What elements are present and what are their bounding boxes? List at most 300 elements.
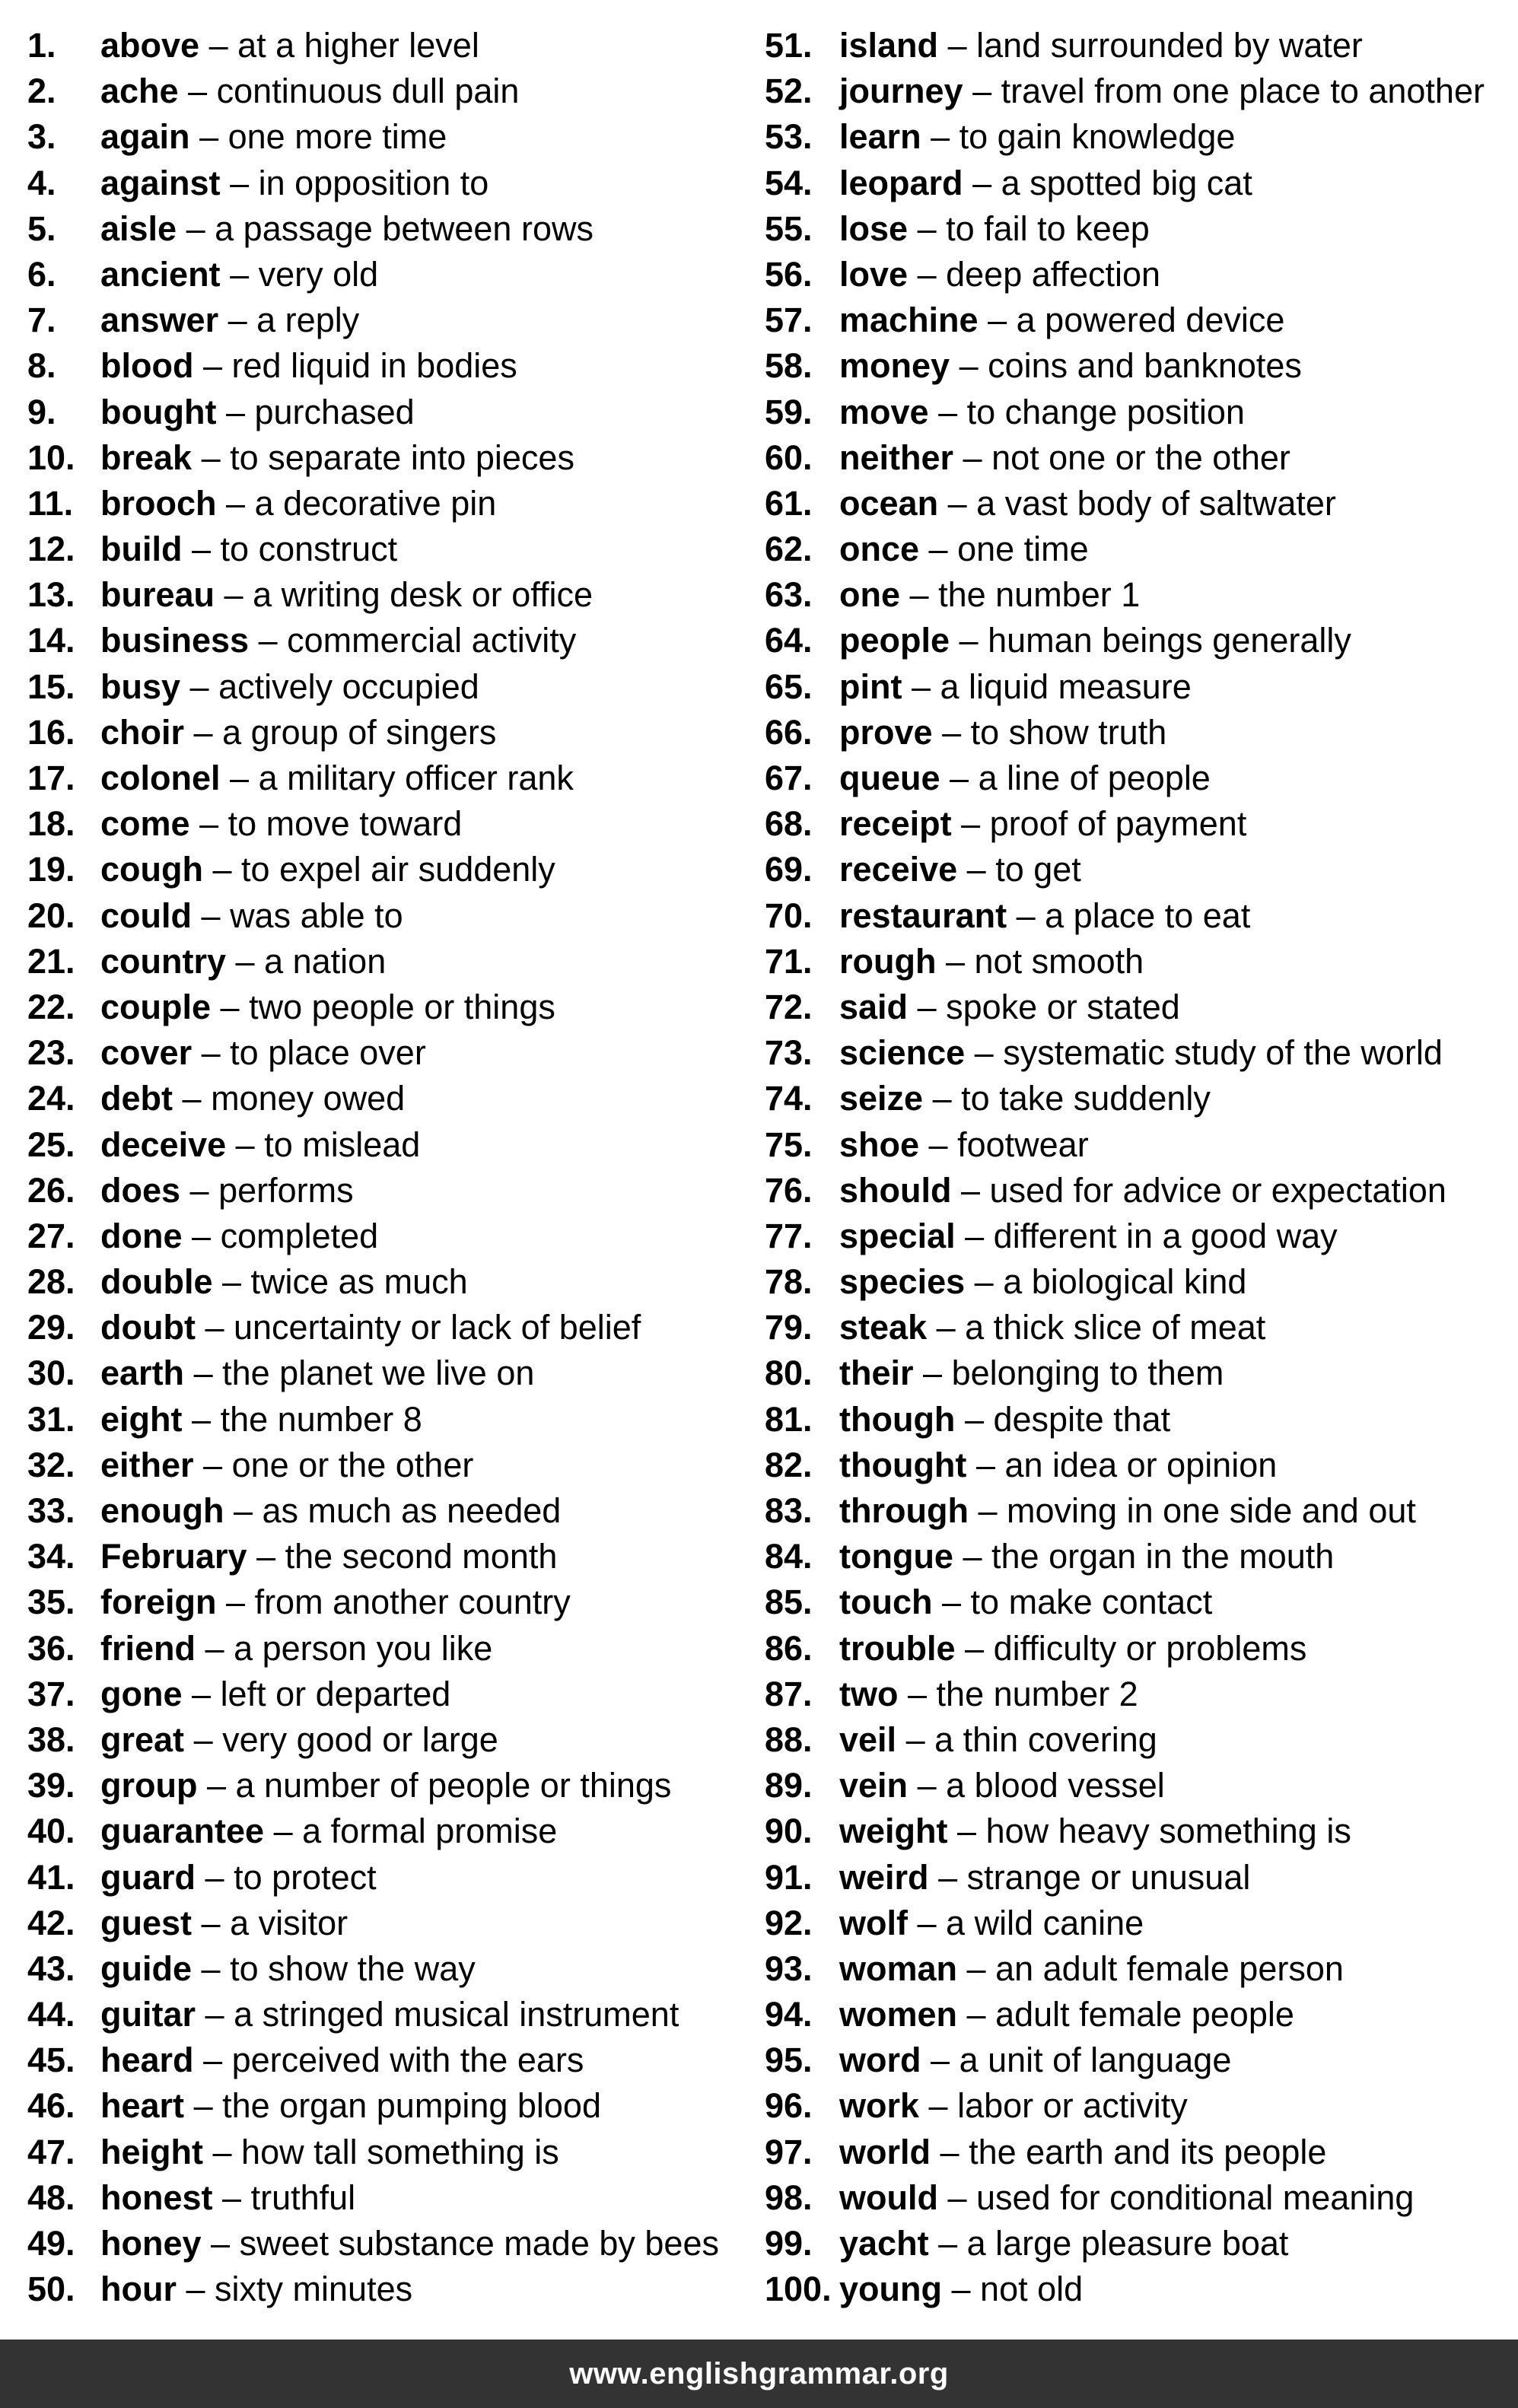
item-number: 73. <box>765 1033 813 1073</box>
item-separator: – <box>909 575 929 615</box>
item-number: 32. <box>27 1445 75 1484</box>
item-number: 98. <box>765 2177 813 2217</box>
item-definition: the number 1 <box>938 575 1141 615</box>
item-separator: – <box>905 1719 925 1759</box>
item-number: 66. <box>765 712 813 752</box>
item-word: world <box>839 2132 931 2171</box>
item-number: 28. <box>27 1262 75 1302</box>
item-number: 56. <box>765 254 813 294</box>
item-separator: – <box>199 117 219 157</box>
item-separator: – <box>947 2177 967 2217</box>
item-number: 54. <box>765 163 813 202</box>
item-definition: a line of people <box>978 759 1211 797</box>
item-number: 64. <box>765 621 813 660</box>
item-number: 40. <box>27 1812 75 1851</box>
item-separator: – <box>966 1995 986 2034</box>
list-item <box>765 1808 1510 1854</box>
list-item <box>765 1122 1510 1168</box>
item-definition: a decorative pin <box>254 483 497 523</box>
item-number: 84. <box>765 1537 813 1576</box>
item-word: deceive <box>100 1124 227 1164</box>
item-definition: continuous dull pain <box>216 72 520 111</box>
item-word: science <box>839 1033 966 1073</box>
item-number: 17. <box>27 759 75 797</box>
item-word: hour <box>100 2270 177 2309</box>
item-word: neither <box>839 437 954 477</box>
list-item <box>27 206 743 252</box>
item-separator: – <box>972 163 992 202</box>
item-separator: – <box>931 2041 950 2080</box>
item-word: would <box>839 2177 938 2217</box>
list-item <box>765 2175 1510 2221</box>
item-separator: – <box>963 1537 982 1576</box>
item-word: once <box>839 530 920 569</box>
item-number: 82. <box>765 1445 813 1484</box>
item-number: 6. <box>27 254 56 294</box>
item-definition: to move toward <box>228 804 463 844</box>
list-item <box>27 252 743 297</box>
list-item <box>27 1397 743 1443</box>
item-word: could <box>100 895 192 935</box>
item-definition: how heavy something is <box>985 1812 1351 1851</box>
item-word: guide <box>100 1948 192 1988</box>
list-item <box>765 1763 1510 1808</box>
item-word: through <box>839 1491 969 1530</box>
item-definition: travel from one place to another <box>1001 72 1485 111</box>
item-word: steak <box>839 1308 928 1347</box>
list-item <box>27 572 743 618</box>
list-item <box>27 2083 743 2129</box>
list-item <box>27 1076 743 1121</box>
list-item <box>27 2221 743 2266</box>
item-separator: – <box>182 1079 202 1118</box>
item-number: 57. <box>765 301 813 340</box>
item-number: 33. <box>27 1491 75 1530</box>
item-separator: – <box>963 437 982 477</box>
item-number: 31. <box>27 1399 75 1439</box>
list-item <box>765 297 1510 343</box>
item-separator: – <box>908 1674 928 1713</box>
item-number: 88. <box>765 1719 813 1759</box>
item-definition: uncertainty or lack of belief <box>234 1308 641 1347</box>
item-separator: – <box>974 1033 994 1073</box>
list-item <box>27 1350 743 1396</box>
item-separator: – <box>230 759 250 797</box>
item-word: honest <box>100 2177 213 2217</box>
list-item <box>765 847 1510 892</box>
item-word: height <box>100 2132 203 2171</box>
item-separator: – <box>966 1948 986 1988</box>
item-word: bureau <box>100 575 215 615</box>
item-definition: one time <box>957 530 1089 569</box>
item-definition: very old <box>258 254 379 294</box>
list-item <box>27 1808 743 1854</box>
item-word: bought <box>100 392 217 431</box>
item-word: word <box>839 2041 921 2080</box>
list-item <box>27 1717 743 1763</box>
item-separator: – <box>189 666 209 706</box>
item-number: 2. <box>27 72 56 111</box>
item-number: 63. <box>765 575 813 615</box>
list-item <box>27 618 743 663</box>
list-item <box>27 526 743 572</box>
item-number: 7. <box>27 301 56 340</box>
item-definition: commercial activity <box>287 621 577 660</box>
list-item <box>27 1901 743 1946</box>
list-item <box>765 1672 1510 1717</box>
item-definition: a thin covering <box>934 1719 1157 1759</box>
item-number: 90. <box>765 1812 813 1851</box>
item-number: 52. <box>765 72 813 111</box>
list-item <box>765 801 1510 847</box>
item-word: prove <box>839 712 933 752</box>
list-item <box>765 939 1510 985</box>
item-definition: two people or things <box>249 987 555 1026</box>
list-item <box>27 23 743 68</box>
item-word: said <box>839 987 909 1026</box>
list-item <box>765 1443 1510 1488</box>
item-separator: – <box>203 2041 223 2080</box>
list-item <box>27 1946 743 1992</box>
item-word: answer <box>100 301 219 340</box>
item-definition: a blood vessel <box>946 1766 1165 1805</box>
item-word: friend <box>100 1628 196 1668</box>
item-word: done <box>100 1216 183 1255</box>
item-number: 23. <box>27 1033 75 1073</box>
item-separator: – <box>975 1445 995 1484</box>
item-word: group <box>100 1766 198 1805</box>
item-word: should <box>839 1170 952 1210</box>
list-item <box>27 390 743 435</box>
item-definition: as much as needed <box>262 1491 562 1530</box>
item-separator: – <box>965 1628 985 1668</box>
item-separator: – <box>961 804 981 844</box>
item-separator: – <box>230 254 250 294</box>
item-definition: labor or activity <box>957 2086 1188 2126</box>
item-word: receipt <box>839 804 952 844</box>
list-item <box>27 435 743 481</box>
item-separator: – <box>235 1124 255 1164</box>
item-number: 60. <box>765 437 813 477</box>
list-item <box>765 1259 1510 1305</box>
list-item <box>27 710 743 755</box>
item-number: 8. <box>27 346 56 386</box>
list-item <box>27 297 743 343</box>
item-number: 9. <box>27 392 56 431</box>
item-definition: a wild canine <box>946 1903 1144 1942</box>
item-number: 76. <box>765 1170 813 1210</box>
list-item <box>27 1488 743 1534</box>
item-separator: – <box>928 1124 948 1164</box>
list-item <box>765 68 1510 114</box>
item-number: 83. <box>765 1491 813 1530</box>
item-word: honey <box>100 2224 202 2263</box>
list-item <box>765 1214 1510 1259</box>
item-number: 91. <box>765 1857 813 1897</box>
list-item <box>27 1992 743 2037</box>
list-item <box>765 252 1510 297</box>
item-separator: – <box>961 1170 981 1210</box>
item-definition: a unit of language <box>959 2041 1232 2080</box>
item-word: receive <box>839 850 958 889</box>
item-number: 87. <box>765 1674 813 1713</box>
item-definition: to gain knowledge <box>959 117 1236 157</box>
item-number: 100. <box>765 2270 832 2309</box>
item-word: though <box>839 1399 956 1439</box>
item-separator: – <box>911 666 931 706</box>
item-word: couple <box>100 987 212 1026</box>
item-word: learn <box>839 117 921 157</box>
list-item <box>27 1214 743 1259</box>
item-word: wolf <box>839 1903 908 1942</box>
item-number: 79. <box>765 1308 813 1347</box>
item-number: 67. <box>765 759 813 797</box>
item-definition: moving in one side and out <box>1007 1491 1416 1530</box>
item-word: ancient <box>100 254 221 294</box>
item-number: 10. <box>27 437 75 477</box>
item-word: cover <box>100 1033 193 1073</box>
item-definition: in opposition to <box>258 163 489 202</box>
item-word: colonel <box>100 759 221 797</box>
item-number: 59. <box>765 392 813 431</box>
item-separator: – <box>938 392 958 431</box>
item-definition: to get <box>995 850 1081 889</box>
item-separator: – <box>202 346 223 386</box>
list-item <box>27 1122 743 1168</box>
list-item <box>765 664 1510 710</box>
item-number: 3. <box>27 117 56 157</box>
list-item <box>27 939 743 985</box>
item-word: women <box>839 1995 958 2034</box>
list-item <box>765 390 1510 435</box>
list-item <box>765 1901 1510 1946</box>
item-definition: a biological kind <box>1003 1262 1247 1302</box>
item-separator: – <box>228 301 247 340</box>
item-definition: to construct <box>220 530 398 569</box>
item-definition: a spotted big cat <box>1001 163 1252 202</box>
list-item <box>765 161 1510 206</box>
list-item <box>765 1168 1510 1214</box>
item-separator: – <box>256 1537 276 1576</box>
item-word: aisle <box>100 208 177 248</box>
item-word: doubt <box>100 1308 196 1347</box>
list-item <box>765 2083 1510 2129</box>
item-definition: a visitor <box>230 1903 348 1942</box>
item-separator: – <box>931 117 950 157</box>
item-separator: – <box>978 1491 998 1530</box>
item-word: work <box>839 2086 920 2126</box>
item-word: weight <box>839 1812 948 1851</box>
item-separator: – <box>917 1903 937 1942</box>
list-item <box>765 1397 1510 1443</box>
list-item <box>765 114 1510 160</box>
item-separator: – <box>220 987 240 1026</box>
item-word: heard <box>100 2041 194 2080</box>
list-item <box>765 893 1510 939</box>
item-definition: to take suddenly <box>961 1079 1211 1118</box>
list-item <box>765 710 1510 755</box>
item-number: 30. <box>27 1354 75 1393</box>
list-item <box>27 1534 743 1579</box>
item-separator: – <box>222 1262 242 1302</box>
item-separator: – <box>942 712 962 752</box>
list-item <box>765 1992 1510 2037</box>
item-separator: – <box>186 2270 205 2309</box>
item-separator: – <box>959 621 979 660</box>
list-item <box>27 2175 743 2221</box>
list-item <box>765 1305 1510 1350</box>
item-number: 74. <box>765 1079 813 1118</box>
item-word: build <box>100 530 183 569</box>
item-word: species <box>839 1262 966 1302</box>
item-separator: – <box>957 1812 977 1851</box>
item-definition: to show truth <box>970 712 1167 752</box>
item-number: 48. <box>27 2177 75 2217</box>
item-number: 27. <box>27 1216 75 1255</box>
item-word: touch <box>839 1583 933 1622</box>
item-definition: how tall something is <box>241 2132 559 2171</box>
item-word: choir <box>100 712 185 752</box>
item-definition: sweet substance made by bees <box>239 2224 719 2263</box>
item-definition: the planet we live on <box>222 1354 535 1393</box>
item-number: 37. <box>27 1674 75 1713</box>
item-definition: to show the way <box>230 1948 476 1988</box>
list-item <box>27 68 743 114</box>
item-separator: – <box>199 804 219 844</box>
list-item <box>27 2037 743 2083</box>
item-separator: – <box>945 941 966 981</box>
item-word: island <box>839 26 939 65</box>
item-number: 72. <box>765 987 813 1026</box>
item-number: 45. <box>27 2041 75 2080</box>
item-word: money <box>839 346 950 386</box>
item-separator: – <box>224 575 243 615</box>
item-number: 24. <box>27 1079 75 1118</box>
item-definition: a person you like <box>234 1628 493 1668</box>
item-number: 81. <box>765 1399 813 1439</box>
item-number: 20. <box>27 895 75 935</box>
item-word: February <box>100 1537 247 1576</box>
list-item <box>765 2221 1510 2266</box>
item-definition: perceived with the ears <box>231 2041 584 2080</box>
item-word: tongue <box>839 1537 953 1576</box>
item-definition: sixty minutes <box>215 2270 413 2309</box>
item-separator: – <box>235 941 255 981</box>
item-separator: – <box>923 1354 943 1393</box>
item-word: guarantee <box>100 1812 265 1851</box>
list-item <box>27 343 743 389</box>
list-item <box>765 2266 1510 2312</box>
item-number: 44. <box>27 1995 75 2034</box>
item-definition: to make contact <box>970 1583 1213 1622</box>
item-separator: – <box>928 530 948 569</box>
item-separator: – <box>203 1445 223 1484</box>
item-word: one <box>839 575 901 615</box>
item-number: 50. <box>27 2270 75 2309</box>
item-word: machine <box>839 301 979 340</box>
word-list-right-column <box>765 23 1510 2312</box>
item-separator: – <box>225 392 245 431</box>
list-item <box>765 985 1510 1030</box>
item-number: 92. <box>765 1903 813 1942</box>
item-number: 16. <box>27 712 75 752</box>
item-separator: – <box>226 1583 246 1622</box>
item-definition: to place over <box>230 1033 426 1073</box>
list-item <box>27 1168 743 1214</box>
item-definition: the number 2 <box>936 1674 1138 1713</box>
item-separator: – <box>965 1216 985 1255</box>
item-definition: a number of people or things <box>235 1766 672 1805</box>
item-definition: at a higher level <box>237 26 479 65</box>
list-item <box>765 1488 1510 1534</box>
list-item <box>765 1579 1510 1625</box>
item-number: 65. <box>765 666 813 706</box>
item-separator: – <box>201 1948 221 1988</box>
list-item <box>27 893 743 939</box>
item-number: 29. <box>27 1308 75 1347</box>
item-number: 21. <box>27 941 75 981</box>
list-item <box>765 343 1510 389</box>
item-number: 62. <box>765 530 813 569</box>
item-number: 89. <box>765 1766 813 1805</box>
item-word: young <box>839 2270 942 2309</box>
item-number: 51. <box>765 26 813 65</box>
list-item <box>765 1717 1510 1763</box>
item-separator: – <box>951 2270 971 2309</box>
item-definition: a stringed musical instrument <box>234 1995 679 2034</box>
item-definition: systematic study of the world <box>1003 1033 1443 1073</box>
item-number: 85. <box>765 1583 813 1622</box>
item-number: 25. <box>27 1124 75 1164</box>
item-word: love <box>839 254 909 294</box>
list-item <box>27 1579 743 1625</box>
list-item <box>27 2266 743 2312</box>
item-definition: coins and banknotes <box>988 346 1302 386</box>
item-number: 99. <box>765 2224 813 2263</box>
item-word: cough <box>100 850 203 889</box>
item-word: leopard <box>839 163 963 202</box>
item-definition: left or departed <box>220 1674 451 1713</box>
item-separator: – <box>950 759 969 797</box>
item-number: 97. <box>765 2132 813 2171</box>
item-separator: – <box>192 1216 212 1255</box>
item-separator: – <box>1016 895 1036 935</box>
item-word: trouble <box>839 1628 956 1668</box>
item-word: shoe <box>839 1124 920 1164</box>
item-word: thought <box>839 1445 967 1484</box>
list-item <box>27 2130 743 2175</box>
item-definition: a large pleasure boat <box>966 2224 1289 2263</box>
item-number: 4. <box>27 163 56 202</box>
item-definition: deep affection <box>946 254 1161 294</box>
item-number: 18. <box>27 804 75 844</box>
item-definition: a liquid measure <box>940 666 1192 706</box>
list-item <box>27 1626 743 1672</box>
list-item <box>765 1946 1510 1992</box>
item-word: come <box>100 804 190 844</box>
item-definition: was able to <box>230 895 403 935</box>
item-definition: truthful <box>250 2177 356 2217</box>
item-separator: – <box>233 1491 253 1530</box>
item-word: rough <box>839 941 937 981</box>
list-item <box>765 1350 1510 1396</box>
item-separator: – <box>966 850 986 889</box>
item-separator: – <box>222 2177 242 2217</box>
item-word: blood <box>100 346 194 386</box>
item-separator: – <box>192 1399 212 1439</box>
item-definition: a writing desk or office <box>253 575 593 615</box>
list-item <box>765 23 1510 68</box>
